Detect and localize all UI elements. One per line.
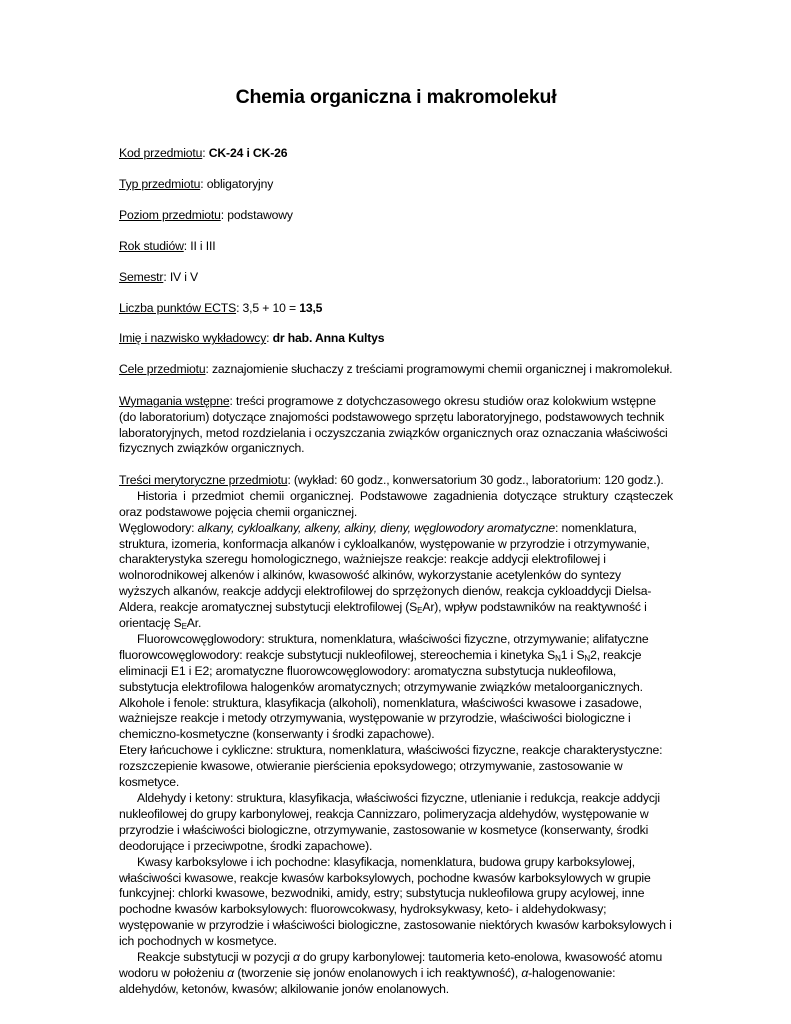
hydrocarbon-types: alkany, cykloalkany, alkeny, alkiny, dieny, węglowodory aromatyczne (197, 520, 555, 535)
field-value: CK-24 i CK-26 (208, 146, 288, 160)
subscript-e: E (181, 622, 187, 632)
field-lecturer: Imię i nazwisko wykładowcy: dr hab. Anna Kultys (119, 331, 385, 346)
content-paragraph-history: Historia i przedmiot chemii organicznej. Podstawowe zagadnienia dotyczące struktury cząsteczek oraz podstawowe pojęcia chemii organicznej. (119, 488, 673, 519)
content-paragraph-aldehydes: Aldehydy i ketony: struktura, klasyfikacja, właściwości fizyczne, utlenianie i redukcja, reakcje addycji nukleofilowej do grupy karbonylowej, reakcja Cannizzaro, polimeryzacja aldehydów, występowanie w przyrodzie i właściwości biologiczne, otrzymywanie, zastosowanie w kosmetyce (konserwanty, środki deodorujące i przeciwpotne, środki zapachowe). (119, 791, 660, 853)
paragraph-text: Fluorowcowęglowodory: struktura, nomenklatura, właściwości fizyczne, otrzymywanie; alifatyczne fluorowcowęglowodory: reakcje substytucji nukleofilowej, stereochemia i kinetyka S (119, 631, 649, 662)
paragraph-text: (tworzenie się jonów enolanowych i ich reaktywność), (234, 965, 522, 980)
field-value: treści programowe z dotychczasowego okresu studiów oraz kolokwium wstępne (do laboratorium) dotyczące znajomości podstawowego sprzętu laboratoryjnego, podstawowych technik laboratoryjnych, metod rozdzielania i oczyszczania związków organicznych oraz oznaczania właściwości fizycznych związków organicznych. (119, 393, 668, 456)
content-paragraph-alcohols: Alkohole i fenole: struktura, klasyfikacja (alkoholi), nomenklatura, właściwości kwasowe i zasadowe, ważniejsze reakcje i metody otrzymywania, występowanie w przyrodzie, właściwości biologiczne i chemiczno-kosmetyczne (konserwanty i środki zapachowe). (119, 695, 642, 742)
field-course-code: Kod przedmiotu: CK-24 i CK-26 (119, 146, 288, 160)
field-value: IV i V (169, 269, 199, 284)
content-paragraph-halocarbons (119, 632, 673, 696)
content-paragraph-alpha-substitution (119, 950, 673, 998)
field-year-of-study: Rok studiów: II i III (119, 238, 216, 253)
subscript-n: N (584, 653, 591, 663)
field-course-content: Treści merytoryczne przedmiotu: (wykład: 60 godz., konwersatorium 30 godz., laboratorium: 120 godz.). (119, 472, 664, 487)
field-course-level: Poziom przedmiotu: podstawowy (119, 207, 293, 222)
paragraph-text: : nomenklatura, struktura, izomeria, konformacja alkanów i cykloalkanów, występowanie w przyrodzie i otrzymywanie, charakterystyka szeregu homologicznego, ważniejsze reakcje: reakcje addycji elektrofilowej i wolnorodnikowej alkenów i alkinów, kwasowość alkinów, wykorzystanie acetylenków do syntezy wyższych alkanów, reakcje addycji elektrofilowej do sprzężonych dienów, reakcja cykloaddycji Dielsa-Aldera, reakcje aromatycznej substytucji elektrofilowej (S (119, 520, 652, 615)
alpha-symbol: α (293, 950, 300, 965)
field-course-goals: Cele przedmiotu: zaznajomienie słuchaczy z treściami programowymi chemii organicznej i makromolekuł. (119, 362, 673, 377)
alpha-symbol: α (521, 965, 529, 980)
paragraph-text: -halogenowanie: aldehydów, ketonów, kwasów; alkilowanie jonów enolanowych. (119, 965, 616, 996)
field-value: II i III (190, 238, 216, 253)
field-label: Semestr (119, 269, 164, 284)
field-label: Cele przedmiotu (119, 362, 206, 377)
alpha-symbol: α (227, 965, 235, 980)
field-value: podstawowy (227, 207, 293, 222)
content-paragraph-hydrocarbons (119, 521, 673, 632)
paragraph-text: Ar. (186, 616, 202, 631)
paragraph-text: Ar), wpływ podstawników na reaktywność i orientację S (119, 600, 647, 631)
field-value: zaznajomienie słuchaczy z treściami programowymi chemii organicznej i makromolekuł. (211, 362, 673, 377)
content-paragraph-carboxylic-acids: Kwasy karboksylowe i ich pochodne: klasyfikacja, nomenklatura, budowa grupy karboksylowej, właściwości kwasowe, reakcje kwasów karboksylowych, pochodne kwasów karboksylowych w grupie funkcyjnej: chlorki kwasowe, bezwodniki, amidy, estry; substytucja nukleofilowa grupy acylowej, inne pochodne kwasów karboksylowych: fluorowcokwasy, hydroksykwasy, keto- i aldehydokwasy; występowanie w przyrodzie i właściwości biologiczne, zastosowanie niektórych kwasów karboksylowych i ich pochodnych w kosmetyce. (119, 854, 672, 949)
field-label: Typ przedmiotu (119, 176, 201, 191)
subscript-n: N (555, 653, 561, 663)
field-label: Liczba punktów ECTS (119, 300, 237, 315)
paragraph-heading: Węglowodory: (119, 520, 198, 535)
field-ects-points: Liczba punktów ECTS: 3,5 + 10 = 13,5 (119, 300, 323, 315)
field-value: dr hab. Anna Kultys (272, 331, 385, 346)
field-label: Kod przedmiotu (119, 146, 203, 160)
field-course-type: Typ przedmiotu: obligatoryjny (119, 176, 274, 191)
document-title: Chemia organiczna i makromolekuł (235, 86, 557, 108)
field-semester: Semestr: IV i V (119, 269, 199, 284)
paragraph-text: 2, reakcje eliminacji E1 i E2; aromatyczne fluorowcowęglowodory: aromatyczna substytucja nukleofilowa, substytucja elektrofilowa halogenków aromatycznych; otrzymywanie związków metaloorganicznych. (119, 647, 643, 694)
subscript-e: E (417, 606, 423, 616)
field-label: Imię i nazwisko wykładowcy (119, 331, 267, 346)
paragraph-text: 1 i S (560, 647, 585, 662)
field-label: Treści merytoryczne przedmiotu (119, 472, 288, 487)
field-label: Poziom przedmiotu (119, 207, 221, 222)
paragraph-text: do grupy karbonylowej: tautomeria keto-enolowa, kwasowość atomu wodoru w położeniu (119, 950, 663, 980)
field-value-prefix: 3,5 + 10 = (242, 300, 300, 315)
field-prerequisites: Wymagania wstępne: treści programowe z dotychczasowego okresu studiów oraz kolokwium wstępne (do laboratorium) dotyczące znajomości podstawowego sprzętu laboratoryjnego, podstawowych technik laboratoryjnych, metod rozdzielania i oczyszczania związków organicznych oraz oznaczania właściwości fizycznych związków organicznych. (119, 393, 668, 456)
content-paragraph-ethers: Etery łańcuchowe i cykliczne: struktura, nomenklatura, właściwości fizyczne, reakcje charakterystyczne: rozszczepienie kwasowe, otwieranie pierścienia epoksydowego; otrzymywanie, zastosowanie w kosmetyce. (119, 743, 663, 790)
paragraph-text: Reakcje substytucji w pozycji (137, 950, 294, 965)
field-value: obligatoryjny (206, 176, 274, 191)
field-label: Rok studiów (119, 238, 184, 253)
field-label: Wymagania wstępne (119, 393, 230, 408)
field-value: (wykład: 60 godz., konwersatorium 30 godz., laboratorium: 120 godz.). (293, 472, 664, 487)
field-value-total: 13,5 (299, 300, 323, 315)
